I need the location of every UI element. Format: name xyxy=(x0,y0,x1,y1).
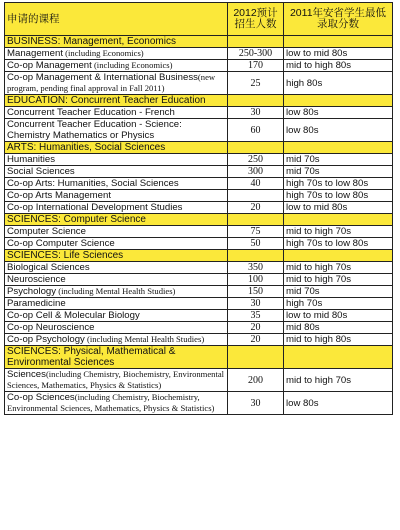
program-name: Biological Sciences xyxy=(7,262,90,273)
section-enrollment-empty xyxy=(228,95,284,107)
section-enrollment-empty xyxy=(228,142,284,154)
section-title: ARTS: Humanities, Social Sciences xyxy=(5,142,228,154)
score-cell: mid to high 70s xyxy=(284,226,393,238)
table-row xyxy=(5,48,393,60)
header-enrollment: 2012预计招生人数 xyxy=(228,3,284,36)
section-row xyxy=(5,95,393,107)
table-row xyxy=(5,322,393,334)
program-cell xyxy=(5,286,228,298)
section-row xyxy=(5,142,393,154)
enrollment-cell: 20 xyxy=(228,322,284,334)
program-cell xyxy=(5,107,228,119)
enrollment-cell: 30 xyxy=(228,392,284,415)
program-cell xyxy=(5,369,228,392)
program-name: Co-op Psychology xyxy=(7,334,85,345)
program-name: Co-op Computer Science xyxy=(7,238,115,249)
program-note: (including Mental Health Studies) xyxy=(56,286,176,296)
header-score: 2011年安省学生最低录取分数 xyxy=(284,3,393,36)
program-name: Co-op Management & International Business xyxy=(7,72,198,83)
program-name: Computer Science xyxy=(7,226,86,237)
score-cell: mid 70s xyxy=(284,166,393,178)
table-row xyxy=(5,119,393,142)
program-name: Social Sciences xyxy=(7,166,75,177)
enrollment-cell: 250 xyxy=(228,154,284,166)
score-cell: high 70s to low 80s xyxy=(284,178,393,190)
section-row xyxy=(5,346,393,369)
program-name: Sciences xyxy=(7,369,46,380)
table-body xyxy=(5,3,393,415)
program-name: Co-op Sciences xyxy=(7,392,75,403)
score-cell: low 80s xyxy=(284,107,393,119)
score-cell: mid to high 80s xyxy=(284,334,393,346)
enrollment-cell: 350 xyxy=(228,262,284,274)
table-row xyxy=(5,226,393,238)
enrollment-cell: 75 xyxy=(228,226,284,238)
table-row xyxy=(5,286,393,298)
program-cell xyxy=(5,334,228,346)
program-name: Paramedicine xyxy=(7,298,66,309)
program-name: Management xyxy=(7,48,63,59)
enrollment-cell xyxy=(228,190,284,202)
section-row xyxy=(5,36,393,48)
enrollment-cell: 20 xyxy=(228,202,284,214)
program-name: Neuroscience xyxy=(7,274,66,285)
enrollment-cell: 150 xyxy=(228,286,284,298)
enrollment-cell: 60 xyxy=(228,119,284,142)
enrollment-cell: 35 xyxy=(228,310,284,322)
enrollment-cell: 30 xyxy=(228,107,284,119)
program-cell xyxy=(5,262,228,274)
program-name: Concurrent Teacher Education - French xyxy=(7,107,175,118)
table-row xyxy=(5,369,393,392)
table-row xyxy=(5,262,393,274)
section-row xyxy=(5,214,393,226)
program-name: Co-op Arts Management xyxy=(7,190,111,201)
program-name: Co-op Cell & Molecular Biology xyxy=(7,310,140,321)
score-cell: mid 80s xyxy=(284,322,393,334)
table-row xyxy=(5,310,393,322)
section-score-empty xyxy=(284,346,393,369)
section-enrollment-empty xyxy=(228,214,284,226)
score-cell: high 70s to low 80s xyxy=(284,190,393,202)
program-note: (including Economics) xyxy=(63,48,144,58)
program-name: Co-op Neuroscience xyxy=(7,322,95,333)
enrollment-cell: 50 xyxy=(228,238,284,250)
table-row xyxy=(5,392,393,415)
program-cell xyxy=(5,274,228,286)
score-cell: low to mid 80s xyxy=(284,48,393,60)
program-note: (including Mental Health Studies) xyxy=(84,334,205,344)
program-name: Co-op International Development Studies xyxy=(7,202,183,213)
section-score-empty xyxy=(284,95,393,107)
score-cell: mid to high 70s xyxy=(284,262,393,274)
program-name: Co-op Arts: Humanities, Social Sciences xyxy=(7,178,179,189)
score-cell: high 70s xyxy=(284,298,393,310)
program-note: (including Economics) xyxy=(91,60,173,70)
section-score-empty xyxy=(284,250,393,262)
score-cell: mid to high 80s xyxy=(284,60,393,72)
section-score-empty xyxy=(284,214,393,226)
program-name: Psychology xyxy=(7,286,57,297)
score-cell: low 80s xyxy=(284,119,393,142)
program-name: Concurrent Teacher Education - Science: Chemistry Mathematics or Physics xyxy=(7,119,182,141)
program-note: (including Chemistry, Biochemistry, Environmental Sciences, Mathematics, Physics & Statistics) xyxy=(7,392,215,413)
section-title: SCIENCES: Physical, Mathematical & Environmental Sciences xyxy=(5,346,228,369)
table-row xyxy=(5,298,393,310)
score-cell: low to mid 80s xyxy=(284,202,393,214)
table-row xyxy=(5,166,393,178)
header-row xyxy=(5,3,393,36)
enrollment-cell: 25 xyxy=(228,72,284,95)
section-score-empty xyxy=(284,36,393,48)
table-row xyxy=(5,334,393,346)
program-cell xyxy=(5,310,228,322)
program-cell xyxy=(5,72,228,95)
program-name: Co-op Management xyxy=(7,60,92,71)
enrollment-cell: 250-300 xyxy=(228,48,284,60)
enrollment-cell: 170 xyxy=(228,60,284,72)
program-name: Humanities xyxy=(7,154,55,165)
program-cell xyxy=(5,119,228,142)
table-row xyxy=(5,202,393,214)
program-cell xyxy=(5,60,228,72)
table-row xyxy=(5,72,393,95)
admissions-table xyxy=(4,2,393,415)
program-note: (new program, pending final approval in Fall 2011) xyxy=(7,72,216,93)
score-cell: high 70s to low 80s xyxy=(284,238,393,250)
table-row xyxy=(5,107,393,119)
table-row xyxy=(5,190,393,202)
program-cell xyxy=(5,226,228,238)
table-row xyxy=(5,178,393,190)
enrollment-cell: 200 xyxy=(228,369,284,392)
score-cell: low to mid 80s xyxy=(284,310,393,322)
enrollment-cell: 300 xyxy=(228,166,284,178)
program-cell xyxy=(5,190,228,202)
score-cell: mid 70s xyxy=(284,286,393,298)
table-row xyxy=(5,238,393,250)
table-row xyxy=(5,60,393,72)
program-note: (including Chemistry, Biochemistry, Environmental Sciences, Mathematics, Physics & Statistics) xyxy=(7,369,225,390)
program-cell xyxy=(5,238,228,250)
program-cell xyxy=(5,202,228,214)
section-enrollment-empty xyxy=(228,250,284,262)
section-enrollment-empty xyxy=(228,346,284,369)
program-cell xyxy=(5,166,228,178)
enrollment-cell: 30 xyxy=(228,298,284,310)
header-program: 申请的课程 xyxy=(5,3,228,36)
section-row xyxy=(5,250,393,262)
program-cell xyxy=(5,154,228,166)
enrollment-cell: 100 xyxy=(228,274,284,286)
section-title: SCIENCES: Life Sciences xyxy=(5,250,228,262)
table-row xyxy=(5,154,393,166)
section-score-empty xyxy=(284,142,393,154)
score-cell: mid to high 70s xyxy=(284,274,393,286)
score-cell: low 80s xyxy=(284,392,393,415)
program-cell xyxy=(5,392,228,415)
enrollment-cell: 40 xyxy=(228,178,284,190)
program-cell xyxy=(5,322,228,334)
score-cell: mid 70s xyxy=(284,154,393,166)
enrollment-cell: 20 xyxy=(228,334,284,346)
program-cell xyxy=(5,298,228,310)
score-cell: mid to high 70s xyxy=(284,369,393,392)
section-title: SCIENCES: Computer Science xyxy=(5,214,228,226)
section-title: EDUCATION: Concurrent Teacher Education xyxy=(5,95,228,107)
program-cell xyxy=(5,178,228,190)
section-title: BUSINESS: Management, Economics xyxy=(5,36,228,48)
score-cell: high 80s xyxy=(284,72,393,95)
section-enrollment-empty xyxy=(228,36,284,48)
table-row xyxy=(5,274,393,286)
program-cell xyxy=(5,48,228,60)
